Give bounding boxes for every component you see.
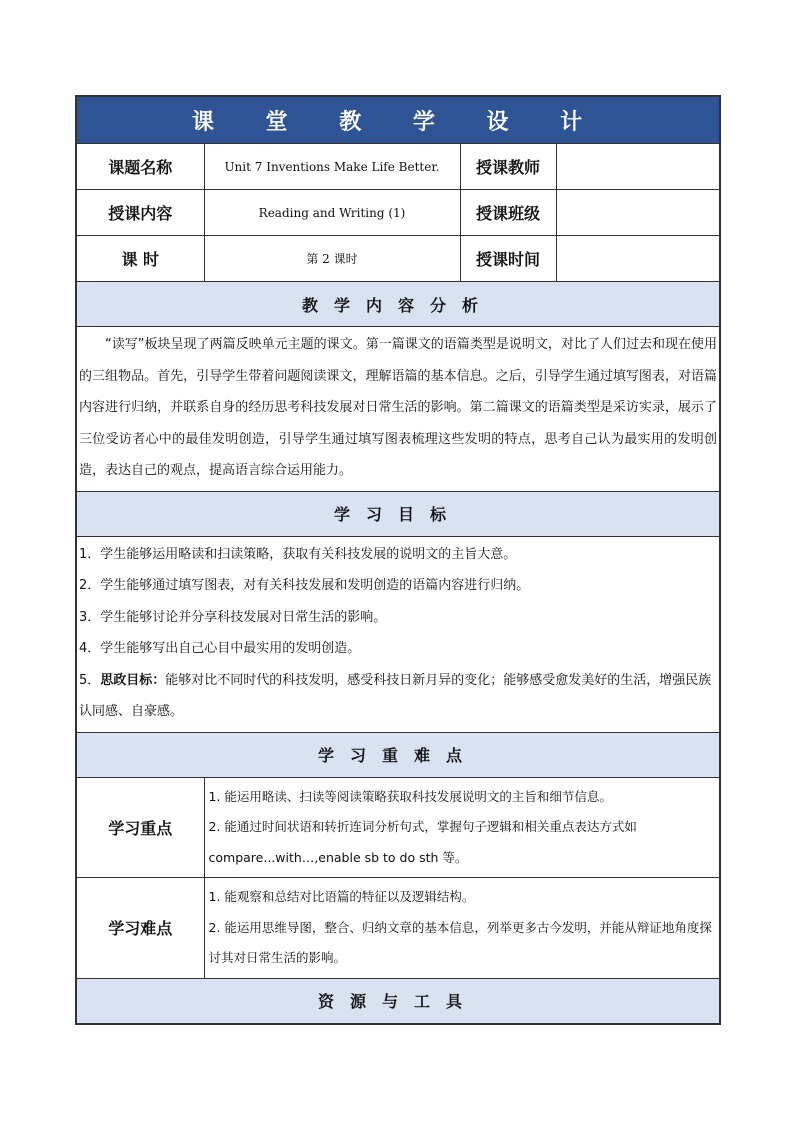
lesson-plan-table	[75, 95, 721, 1025]
objective-item: 4．学生能够写出自己心目中最实用的发明创造。	[79, 641, 361, 656]
teacher-value	[556, 144, 720, 190]
focus-item: 1. 能运用略读、扫读等阅读策略获取科技发展说明文的主旨和细节信息。	[208, 788, 612, 804]
period-label: 课 时	[76, 236, 204, 282]
ideology-goal-text: 能够对比不同时代的科技发明，感受科技日新月异的变化；能够感受愈发美好的生活，增强民族认同感、自豪感。	[79, 672, 712, 719]
objectives-list	[76, 536, 720, 732]
document-title: 课 堂 教 学 设 计	[76, 96, 720, 144]
content-label: 授课内容	[76, 190, 204, 236]
time-value	[556, 236, 720, 282]
objective-number: 5．	[79, 672, 101, 688]
analysis-text: “读写”板块呈现了两篇反映单元主题的课文。第一篇课文的语篇类型是说明文，对比了人们过去和现在使用的三组物品。首先，引导学生带着问题阅读课文，理解语篇的基本信息。之后，引导学生通过填写图表，对语篇内容进行归纳，并联系自身的经历思考科技发展对日常生活的影响。第二篇课文的语篇类型是采访实录，展示了三位受访者心中的最佳发明创造，引导学生通过填写图表梳理这些发明的特点，思考自己认为最实用的发明创造，表达自己的观点，提高语言综合运用能力。	[76, 327, 720, 492]
content-value: Reading and Writing (1)	[204, 190, 460, 236]
keypoints-heading: 学习重难点	[76, 732, 720, 777]
class-value	[556, 190, 720, 236]
difficulty-item: 1. 能观察和总结对比语篇的特征以及逻辑结构。	[208, 889, 475, 904]
resources-heading: 资源与工具	[76, 978, 720, 1024]
teacher-label: 授课教师	[460, 144, 556, 190]
class-label: 授课班级	[460, 190, 556, 236]
time-label: 授课时间	[460, 236, 556, 282]
analysis-heading: 教学内容分析	[76, 282, 720, 327]
period-value: 第 2 课时	[204, 236, 460, 282]
focus-item: 2. 能通过时间状语和转折连词分析句式，掌握句子逻辑和相关重点表达方式如compare...with…,enable sb to do sth 等。	[208, 819, 637, 865]
topic-value: Unit 7 Inventions Make Life Better.	[204, 144, 460, 190]
lesson-plan-document	[75, 95, 719, 1025]
objective-item: 2．学生能够通过填写图表，对有关科技发展和发明创造的语篇内容进行归纳。	[79, 578, 530, 593]
difficulty-item: 2. 能运用思维导图，整合、归纳文章的基本信息，列举更多古今发明，并能从辩证地角度探讨其对日常生活的影响。	[208, 919, 712, 965]
topic-label: 课题名称	[76, 144, 204, 190]
objective-item: 1．学生能够运用略读和扫读策略，获取有关科技发展的说明文的主旨大意。	[79, 546, 517, 562]
objectives-heading: 学习目标	[76, 491, 720, 536]
difficulty-label: 学习难点	[76, 878, 204, 979]
ideology-goal-label: 思政目标：	[100, 672, 166, 688]
difficulty-content	[204, 878, 720, 979]
focus-content	[204, 777, 720, 878]
focus-label: 学习重点	[76, 777, 204, 878]
objective-item	[79, 665, 717, 728]
objective-item: 3．学生能够讨论并分享科技发展对日常生活的影响。	[79, 609, 387, 625]
